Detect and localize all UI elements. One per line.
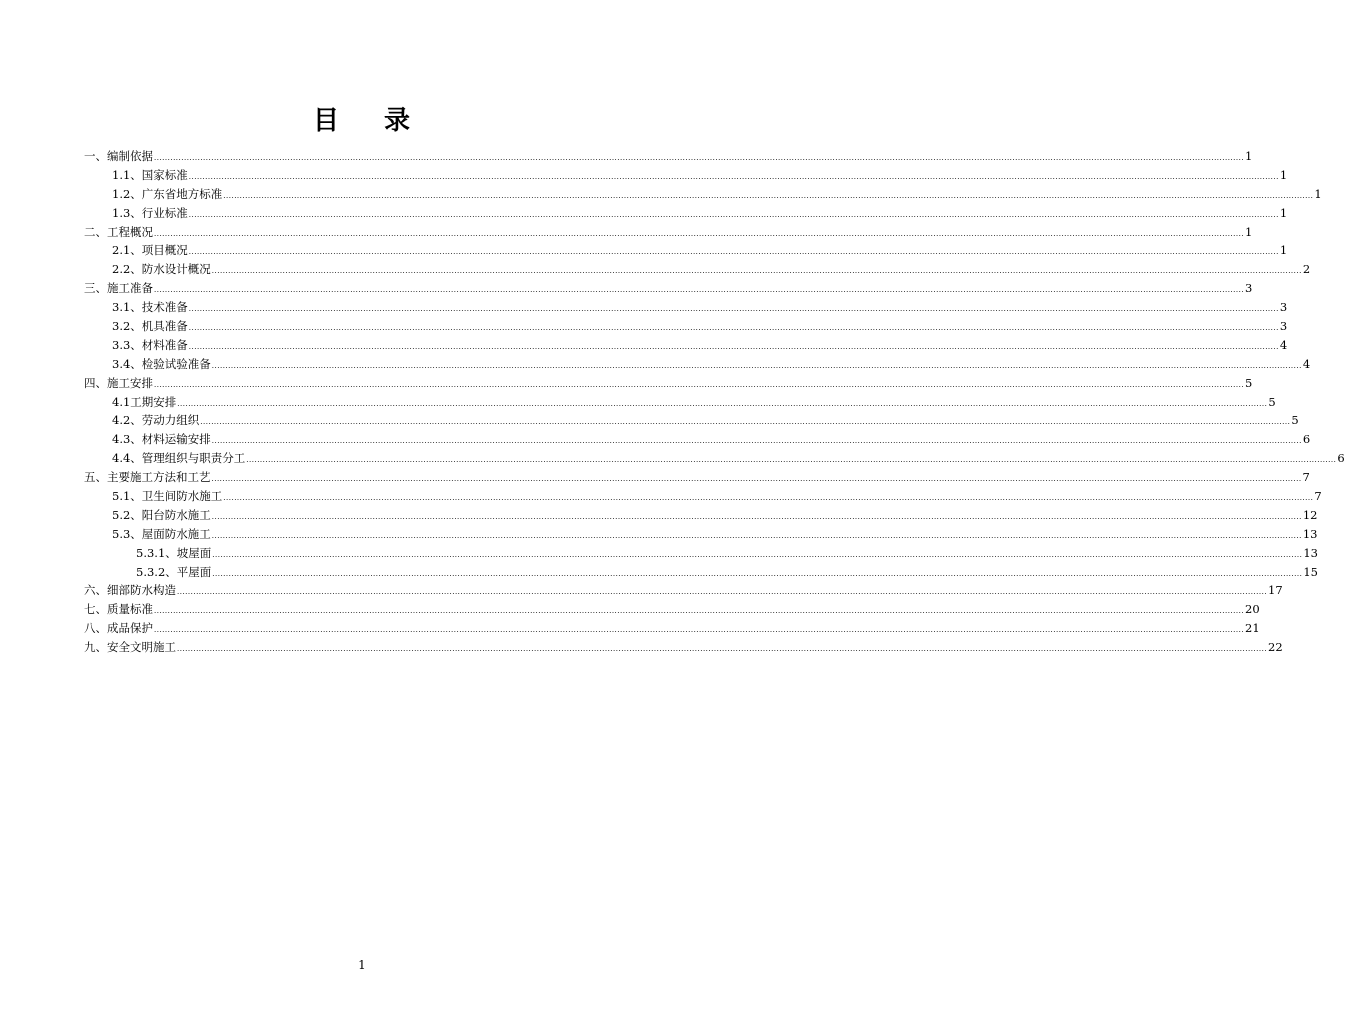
toc-leader-dots: ................................................................................................................................................................................................................................................................................................................................................................................................................ xyxy=(200,418,1291,427)
toc-entry[interactable] xyxy=(84,430,1311,449)
toc-entry-page: 17 xyxy=(1268,583,1283,598)
toc-entry-label: 八、成品保护 xyxy=(84,621,153,636)
toc-leader-dots: ................................................................................................................................................................................................................................................................................................................................................................................................................ xyxy=(211,531,1302,540)
toc-entry-label: 1.2、广东省地方标准 xyxy=(112,186,223,201)
toc-leader-dots: ................................................................................................................................................................................................................................................................................................................................................................................................................ xyxy=(188,305,1279,314)
toc-entry-label: 3.3、材料准备 xyxy=(112,337,188,352)
page-title xyxy=(0,100,724,137)
toc-entry-label: 5.2、阳台防水施工 xyxy=(112,507,211,522)
toc-entry[interactable] xyxy=(84,241,1288,260)
toc-entry-page: 5 xyxy=(1268,394,1276,409)
toc-entry-label: 5.3、屋面防水施工 xyxy=(112,526,211,541)
toc-entry[interactable] xyxy=(84,581,1283,600)
toc-leader-dots: ................................................................................................................................................................................................................................................................................................................................................................................................................ xyxy=(154,380,1245,389)
toc-entry-page: 4 xyxy=(1279,337,1288,352)
toc-entry-page: 6 xyxy=(1302,432,1311,447)
toc-leader-dots: ................................................................................................................................................................................................................................................................................................................................................................................................................ xyxy=(223,494,1314,503)
toc-entry-label: 3.1、技术准备 xyxy=(112,300,188,315)
toc-entry[interactable] xyxy=(84,468,1310,487)
toc-entry[interactable] xyxy=(84,600,1260,619)
toc-entry[interactable] xyxy=(84,223,1253,242)
toc-entry[interactable] xyxy=(84,411,1299,430)
toc-entry-label: 4.1工期安排 xyxy=(112,394,177,409)
toc-entry[interactable] xyxy=(84,506,1318,525)
toc-leader-dots: ................................................................................................................................................................................................................................................................................................................................................................................................................ xyxy=(188,172,1279,181)
toc-entry[interactable] xyxy=(84,393,1276,412)
toc-entry-page: 12 xyxy=(1302,507,1318,522)
toc-entry[interactable] xyxy=(84,336,1288,355)
toc-entry[interactable] xyxy=(84,355,1311,374)
page-title-char-1: 目 xyxy=(312,106,340,136)
toc-entry-page: 1 xyxy=(1314,186,1322,201)
toc-entry[interactable] xyxy=(84,449,1345,468)
toc-entry-page: 1 xyxy=(1245,224,1253,239)
toc-entry-page: 20 xyxy=(1245,602,1260,617)
toc-leader-dots: ................................................................................................................................................................................................................................................................................................................................................................................................................ xyxy=(188,342,1279,351)
toc-entry[interactable] xyxy=(84,525,1318,544)
toc-entry-page: 1 xyxy=(1279,243,1288,258)
toc-leader-dots: ................................................................................................................................................................................................................................................................................................................................................................................................................ xyxy=(212,550,1303,559)
toc-leader-dots: ................................................................................................................................................................................................................................................................................................................................................................................................................ xyxy=(223,191,1314,200)
toc-entry-page: 5 xyxy=(1245,375,1253,390)
toc-entry-label: 3.2、机具准备 xyxy=(112,319,188,334)
table-of-contents xyxy=(84,147,1345,657)
toc-entry-label: 5.1、卫生间防水施工 xyxy=(112,489,223,504)
toc-entry-label: 七、质量标准 xyxy=(84,602,153,617)
toc-leader-dots: ................................................................................................................................................................................................................................................................................................................................................................................................................ xyxy=(211,361,1302,370)
toc-entry-label: 1.3、行业标准 xyxy=(112,205,188,220)
toc-entry[interactable] xyxy=(84,638,1283,657)
toc-entry[interactable] xyxy=(84,279,1253,298)
toc-entry[interactable] xyxy=(84,563,1318,582)
toc-leader-dots: ................................................................................................................................................................................................................................................................................................................................................................................................................ xyxy=(246,456,1337,465)
toc-entry[interactable] xyxy=(84,544,1318,563)
toc-entry[interactable] xyxy=(84,487,1322,506)
toc-entry[interactable] xyxy=(84,619,1260,638)
toc-leader-dots: ................................................................................................................................................................................................................................................................................................................................................................................................................ xyxy=(154,154,1245,162)
toc-entry-page: 5 xyxy=(1291,413,1299,428)
toc-leader-dots: ................................................................................................................................................................................................................................................................................................................................................................................................................ xyxy=(177,588,1268,597)
toc-leader-dots: ................................................................................................................................................................................................................................................................................................................................................................................................................ xyxy=(211,512,1302,521)
toc-entry[interactable] xyxy=(84,166,1288,185)
toc-entry-label: 一、编制依据 xyxy=(84,149,153,163)
page-number: 1 xyxy=(358,958,366,972)
toc-entry-page: 7 xyxy=(1314,489,1322,504)
toc-entry-label: 4.4、管理组织与职责分工 xyxy=(112,451,246,466)
toc-entry-label: 5.3.2、平屋面 xyxy=(136,564,212,579)
toc-entry-page: 13 xyxy=(1302,526,1318,541)
toc-leader-dots: ................................................................................................................................................................................................................................................................................................................................................................................................................ xyxy=(154,607,1245,616)
toc-leader-dots: ................................................................................................................................................................................................................................................................................................................................................................................................................ xyxy=(188,248,1279,257)
toc-leader-dots: ................................................................................................................................................................................................................................................................................................................................................................................................................ xyxy=(212,569,1303,578)
toc-entry-label: 2.2、防水设计概况 xyxy=(112,262,211,277)
toc-entry-label: 1.1、国家标准 xyxy=(112,167,188,182)
toc-entry-page: 4 xyxy=(1302,356,1311,371)
toc-entry-label: 4.3、材料运输安排 xyxy=(112,432,211,447)
toc-entry-page: 21 xyxy=(1245,621,1260,636)
toc-leader-dots: ................................................................................................................................................................................................................................................................................................................................................................................................................ xyxy=(211,437,1302,446)
toc-leader-dots: ................................................................................................................................................................................................................................................................................................................................................................................................................ xyxy=(188,324,1279,333)
toc-entry-label: 六、细部防水构造 xyxy=(84,583,176,598)
toc-leader-dots: ................................................................................................................................................................................................................................................................................................................................................................................................................ xyxy=(154,626,1245,635)
toc-entry-label: 5.3.1、坡屋面 xyxy=(136,545,212,560)
toc-entry-label: 2.1、项目概况 xyxy=(112,243,188,258)
toc-entry-label: 三、施工准备 xyxy=(84,281,153,296)
toc-entry[interactable] xyxy=(84,185,1322,204)
toc-entry-label: 3.4、检验试验准备 xyxy=(112,356,211,371)
toc-leader-dots: ................................................................................................................................................................................................................................................................................................................................................................................................................ xyxy=(188,210,1279,219)
toc-entry[interactable] xyxy=(84,204,1288,223)
toc-entry-label: 四、施工安排 xyxy=(84,375,153,390)
toc-entry-label: 九、安全文明施工 xyxy=(84,640,176,655)
toc-entry-page: 3 xyxy=(1279,319,1288,334)
toc-entry[interactable] xyxy=(84,317,1288,336)
toc-entry[interactable] xyxy=(84,260,1311,279)
toc-entry[interactable] xyxy=(84,374,1253,393)
toc-entry-page: 7 xyxy=(1302,470,1310,485)
toc-entry[interactable] xyxy=(84,298,1288,317)
toc-entry-page: 2 xyxy=(1302,262,1311,277)
toc-entry-page: 1 xyxy=(1279,205,1288,220)
toc-entry-page: 13 xyxy=(1303,545,1318,560)
toc-entry-page: 22 xyxy=(1268,640,1283,655)
toc-entry-page: 15 xyxy=(1303,564,1318,579)
toc-entry-page: 3 xyxy=(1279,300,1288,315)
toc-leader-dots: ................................................................................................................................................................................................................................................................................................................................................................................................................ xyxy=(154,229,1245,238)
toc-entry-page: 1 xyxy=(1245,149,1253,163)
toc-leader-dots: ................................................................................................................................................................................................................................................................................................................................................................................................................ xyxy=(177,645,1268,654)
toc-entry-page: 1 xyxy=(1279,167,1288,182)
toc-entry-label: 二、工程概况 xyxy=(84,224,153,239)
toc-entry[interactable] xyxy=(84,147,1253,166)
toc-entry-label: 4.2、劳动力组织 xyxy=(112,413,200,428)
toc-leader-dots: ................................................................................................................................................................................................................................................................................................................................................................................................................ xyxy=(177,399,1268,408)
toc-leader-dots: ................................................................................................................................................................................................................................................................................................................................................................................................................ xyxy=(154,286,1245,295)
toc-entry-label: 五、主要施工方法和工艺 xyxy=(84,470,211,485)
page-title-char-2: 录 xyxy=(384,106,412,136)
toc-entry-page: 6 xyxy=(1337,451,1345,466)
toc-leader-dots: ................................................................................................................................................................................................................................................................................................................................................................................................................ xyxy=(211,267,1302,276)
toc-leader-dots: ................................................................................................................................................................................................................................................................................................................................................................................................................ xyxy=(211,475,1302,484)
toc-entry-page: 3 xyxy=(1245,281,1253,296)
